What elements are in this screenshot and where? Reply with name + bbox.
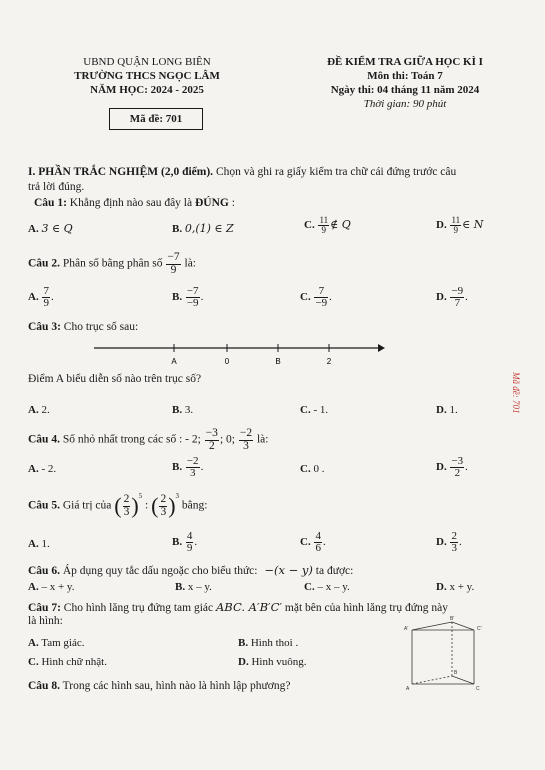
q4-option-a[interactable] — [28, 463, 56, 475]
q6-option-a-text: – x + y. — [41, 581, 75, 593]
exam-code-box: Mã đề: 701 — [109, 108, 203, 130]
question-1 — [34, 197, 235, 209]
q7-option-c-letter: C. — [28, 656, 39, 668]
q6-option-b[interactable] — [175, 581, 212, 593]
q5-option-d-letter: D. — [436, 536, 447, 549]
q6-option-c[interactable] — [304, 581, 350, 593]
q4-fraction-1 — [205, 428, 219, 452]
q4-option-c-letter: C. — [300, 463, 311, 475]
q5-tail: bằng: — [181, 499, 208, 512]
q5-exponent-1: 5 — [138, 492, 143, 500]
q7-option-d-text: Hình vuông. — [251, 656, 307, 668]
q7-option-a-letter: A. — [28, 637, 39, 649]
q4-option-b-letter: B. — [172, 461, 183, 474]
q2-fraction — [166, 252, 180, 276]
q7-line2: là hình: — [28, 615, 63, 627]
q7-option-b[interactable] — [238, 637, 298, 649]
q4-fraction-2 — [239, 428, 253, 452]
q7-option-a-text: Tam giác. — [41, 637, 85, 649]
q3-option-d[interactable] — [436, 404, 458, 416]
q3-option-d-text: 1. — [449, 404, 458, 416]
q4-option-d-num: −3 — [451, 455, 464, 467]
q4-option-d[interactable]: D. $\frac{-3}{2}$ . — [436, 455, 468, 479]
q1-option-c-letter: C. — [304, 219, 315, 232]
q5-text: Giá trị của — [62, 499, 112, 512]
q2-option-a-num: 7 — [43, 285, 49, 297]
prism-figure — [398, 616, 498, 696]
q2-option-c-letter: C. — [300, 291, 311, 304]
q5-fraction-2 — [159, 494, 167, 518]
q2-num: −7 — [167, 251, 180, 263]
q5-option-b-den: 9 — [186, 542, 193, 554]
exam-date: Ngày thi: 04 tháng 11 năm 2024 — [330, 84, 480, 96]
q6-option-a-letter: A. — [28, 581, 39, 593]
q1-option-a-letter: A. — [28, 223, 39, 235]
q6-option-c-text: – x – y. — [317, 581, 350, 593]
prism-edge-top-2 — [452, 622, 474, 630]
question-6 — [28, 563, 353, 577]
section-title: I. PHẦN TRẮC NGHIỆM (2,0 điểm). — [28, 166, 214, 178]
q5-paren-open-2: ( — [151, 493, 159, 518]
prism-edge-bottom-2 — [452, 676, 474, 684]
q4-label: Câu 4. — [28, 433, 60, 446]
q5-option-c[interactable]: C. $\frac{4}{6}$ . — [300, 530, 326, 554]
q2-option-d[interactable]: D. $\frac{-9}{7}$ . — [436, 285, 468, 309]
prism-label-b: B — [454, 670, 458, 676]
q6-option-d-text: x + y. — [449, 581, 475, 593]
q5-option-b-letter: B. — [172, 536, 183, 549]
exam-title: ĐỀ KIỂM TRA GIỮA HỌC KÌ I — [327, 56, 483, 68]
q5-option-c-den: 6 — [315, 542, 321, 554]
section-instruction: Chọn và ghi ra giấy kiểm tra chữ cái đứng trước câu — [215, 166, 457, 178]
q2-option-d-fraction — [450, 286, 464, 309]
section-instruction-line2: trả lời đúng. — [28, 181, 85, 193]
tick-label-b: B — [275, 357, 281, 366]
q2-option-a-fraction — [42, 286, 50, 309]
q5-num-1: 2 — [123, 493, 130, 505]
q2-option-c-den: −9 — [315, 297, 328, 309]
q6-expr: −(x − y) — [264, 563, 313, 577]
q2-tail: là: — [184, 257, 196, 270]
q1-option-c-den: 9 — [321, 225, 327, 235]
question-7 — [28, 600, 448, 614]
question-8 — [28, 680, 290, 692]
prism-label-c-prime: C' — [477, 626, 482, 632]
q1-emph: ĐÚNG — [194, 197, 229, 209]
q5-option-b-fraction — [186, 531, 194, 554]
q8-text: Trong các hình sau, hình nào là hình lập phương? — [62, 680, 291, 692]
q1-option-d-tail: ∈ N — [462, 218, 484, 232]
q6-option-c-letter: C. — [304, 581, 315, 593]
q4-tail: là: — [256, 433, 269, 446]
question-3 — [28, 321, 138, 333]
q4-option-a-text: - 2. — [41, 463, 57, 475]
q1-option-a-text: 3 ∈ Q — [41, 222, 73, 235]
q5-option-c-letter: C. — [300, 536, 311, 549]
q2-option-d-num: −9 — [451, 285, 464, 297]
q7-text: Cho hình lăng trụ đứng tam giác — [63, 602, 214, 614]
prism-label-b-prime: B' — [450, 616, 455, 622]
q2-option-a[interactable]: A. $\frac{7}{9}$ . — [28, 285, 54, 309]
exam-duration: Thời gian: 90 phút — [363, 98, 447, 110]
q5-paren-open-1: ( — [114, 493, 122, 518]
q4-option-b-fraction — [186, 456, 200, 479]
q1-label: Câu 1: — [34, 197, 67, 209]
q1-option-c[interactable] — [304, 216, 351, 235]
exam-subject: Môn thi: Toán 7 — [367, 70, 443, 82]
prism-edge-bottom-3 — [412, 676, 452, 684]
q4-option-c-text: 0 . — [313, 463, 325, 475]
tick-label-0: 0 — [224, 357, 230, 366]
question-4 — [28, 428, 268, 452]
q7-option-b-text: Hình thoi . — [250, 637, 299, 649]
q1-option-b-letter: B. — [172, 223, 183, 235]
section-heading — [28, 166, 456, 178]
q5-paren-close-2: ) — [168, 493, 176, 518]
q4-option-b-num: −2 — [186, 455, 199, 467]
number-line-arrow — [378, 344, 385, 352]
q4-f1-den: 2 — [208, 439, 215, 452]
q5-option-b[interactable]: B. $\frac{4}{9}$ . — [172, 530, 198, 554]
q5-label: Câu 5. — [28, 499, 60, 512]
q3-option-c-text: - 1. — [313, 404, 329, 416]
q1-text: Khẳng định nào sau đây là — [69, 197, 193, 209]
q4-option-c[interactable] — [300, 463, 324, 475]
authority-name: UBND QUẬN LONG BIÊN — [83, 56, 211, 68]
q1-option-d-den: 9 — [453, 225, 459, 235]
q6-option-b-text: x – y. — [187, 581, 212, 593]
q2-text: Phân số bằng phân số — [62, 257, 163, 270]
q5-option-d-den: 3 — [451, 542, 457, 554]
q2-option-a-den: 9 — [43, 297, 49, 309]
q3-question: Điểm A biểu diễn số nào trên trục số? — [28, 373, 202, 385]
q7-option-d-letter: D. — [238, 656, 249, 668]
q1-option-d-fraction — [450, 216, 461, 235]
tick-label-2: 2 — [326, 357, 332, 366]
q2-option-b-num: −7 — [186, 285, 199, 297]
q7-expr: ABC. A′B′C′ — [215, 600, 283, 614]
q2-den: 9 — [170, 263, 177, 276]
q4-option-d-letter: D. — [436, 461, 447, 474]
q5-option-a[interactable] — [28, 538, 50, 550]
q5-den-1: 3 — [123, 505, 130, 518]
q6-label: Câu 6. — [28, 565, 60, 577]
q3-option-b-letter: B. — [172, 404, 183, 416]
q4-f2-den: 3 — [243, 439, 249, 452]
q2-option-c-fraction — [314, 286, 328, 309]
q8-label: Câu 8. — [28, 680, 60, 692]
q3-option-c[interactable] — [300, 404, 328, 416]
q2-option-d-letter: D. — [436, 291, 447, 304]
q2-option-b-fraction — [186, 286, 200, 309]
q4-option-b-den: 3 — [189, 467, 196, 479]
q2-option-b-den: −9 — [186, 297, 199, 309]
q3-option-a-text: 2. — [41, 404, 50, 416]
q3-option-a-letter: A. — [28, 404, 39, 416]
tick-label-a: A — [171, 357, 177, 366]
q5-option-c-num: 4 — [315, 530, 321, 542]
q5-fraction-1 — [123, 494, 131, 518]
q7-label: Câu 7: — [28, 602, 61, 614]
q3-text: Cho trục số sau: — [63, 321, 139, 333]
q5-num-2: 2 — [160, 493, 167, 505]
q6-option-d-letter: D. — [436, 581, 447, 593]
q2-option-c-num: 7 — [314, 286, 328, 298]
question-2 — [28, 252, 196, 276]
q5-paren-close-1: ) — [131, 493, 139, 518]
prism-edge-top-1 — [412, 622, 452, 630]
q6-text: Áp dụng quy tắc dấu ngoặc cho biểu thức: — [62, 565, 258, 577]
q2-label: Câu 2. — [28, 257, 60, 270]
q2-option-a-letter: A. — [28, 291, 39, 304]
q5-exponent-2: 3 — [175, 492, 180, 500]
question-5 — [28, 494, 207, 518]
q3-option-b[interactable] — [172, 404, 193, 416]
q6-option-b-letter: B. — [175, 581, 186, 593]
q6-option-a[interactable] — [28, 581, 74, 593]
q6-tail: ta được: — [315, 565, 354, 577]
q7-option-c-text: Hình chữ nhật. — [41, 656, 107, 668]
q5-option-a-text: 1. — [41, 538, 50, 550]
number-line — [90, 338, 385, 370]
school-year: NĂM HỌC: 2024 - 2025 — [90, 84, 204, 96]
q2-option-b-letter: B. — [172, 291, 183, 304]
school-name: TRƯỜNG THCS NGỌC LÂM — [74, 70, 220, 82]
q5-option-b-num: 4 — [186, 530, 193, 542]
q7-option-a[interactable] — [28, 637, 84, 649]
q4-option-d-fraction — [450, 456, 464, 479]
q1-option-c-tail: ∉ Q — [330, 218, 351, 232]
q4-option-d-den: 2 — [454, 467, 461, 479]
q3-option-c-letter: C. — [300, 404, 311, 416]
q3-option-b-text: 3. — [184, 404, 194, 416]
q6-option-d[interactable] — [436, 581, 474, 593]
q7-option-d[interactable] — [238, 656, 306, 668]
q3-option-a[interactable] — [28, 404, 50, 416]
q4-option-a-letter: A. — [28, 463, 39, 475]
q3-option-d-letter: D. — [436, 404, 447, 416]
q4-f2-num: −2 — [239, 427, 253, 439]
q4-mid: ; 0; — [219, 433, 235, 446]
prism-label-a: A — [406, 686, 410, 692]
q5-option-d[interactable]: D. $\frac{2}{3}$ . — [436, 530, 462, 554]
q7-option-c[interactable] — [28, 656, 107, 668]
prism-label-c: C — [476, 686, 480, 692]
q5-option-d-num: 2 — [451, 530, 457, 542]
q5-den-2: 3 — [160, 505, 167, 518]
q5-option-d-fraction — [450, 531, 458, 554]
q1-option-c-num: 11 — [319, 215, 329, 225]
q2-option-c[interactable]: C. $\frac{7}{-9}$ . — [300, 285, 332, 309]
q4-option-b[interactable]: B. $\frac{-2}{3}$ . — [172, 455, 204, 479]
prism-label-a-prime: A' — [404, 626, 409, 632]
q2-option-b[interactable]: B. $\frac{-7}{-9}$ . — [172, 285, 204, 309]
q4-f1-num: −3 — [205, 427, 218, 439]
q1-tail: : — [231, 197, 235, 209]
q7-option-b-letter: B. — [238, 637, 249, 649]
q1-option-d-num: 11 — [451, 215, 461, 225]
q1-option-c-fraction — [318, 216, 329, 235]
margin-note: Mã đề: 701 — [511, 372, 521, 414]
q5-option-c-fraction — [314, 531, 322, 554]
q1-option-b[interactable] — [172, 222, 234, 235]
q7-tail: mặt bên của hình lăng trụ đứng này — [284, 602, 448, 614]
q1-option-d-letter: D. — [436, 219, 447, 232]
q5-operator: : — [145, 499, 149, 512]
q1-option-d[interactable] — [436, 216, 483, 235]
q5-option-a-letter: A. — [28, 538, 39, 550]
q4-text: Số nhỏ nhất trong các số : - 2; — [62, 433, 201, 446]
q2-option-d-den: 7 — [454, 297, 461, 309]
q1-option-a[interactable] — [28, 222, 73, 235]
q3-label: Câu 3: — [28, 321, 61, 333]
q1-option-b-text: 0,(1) ∈ Z — [184, 222, 234, 235]
